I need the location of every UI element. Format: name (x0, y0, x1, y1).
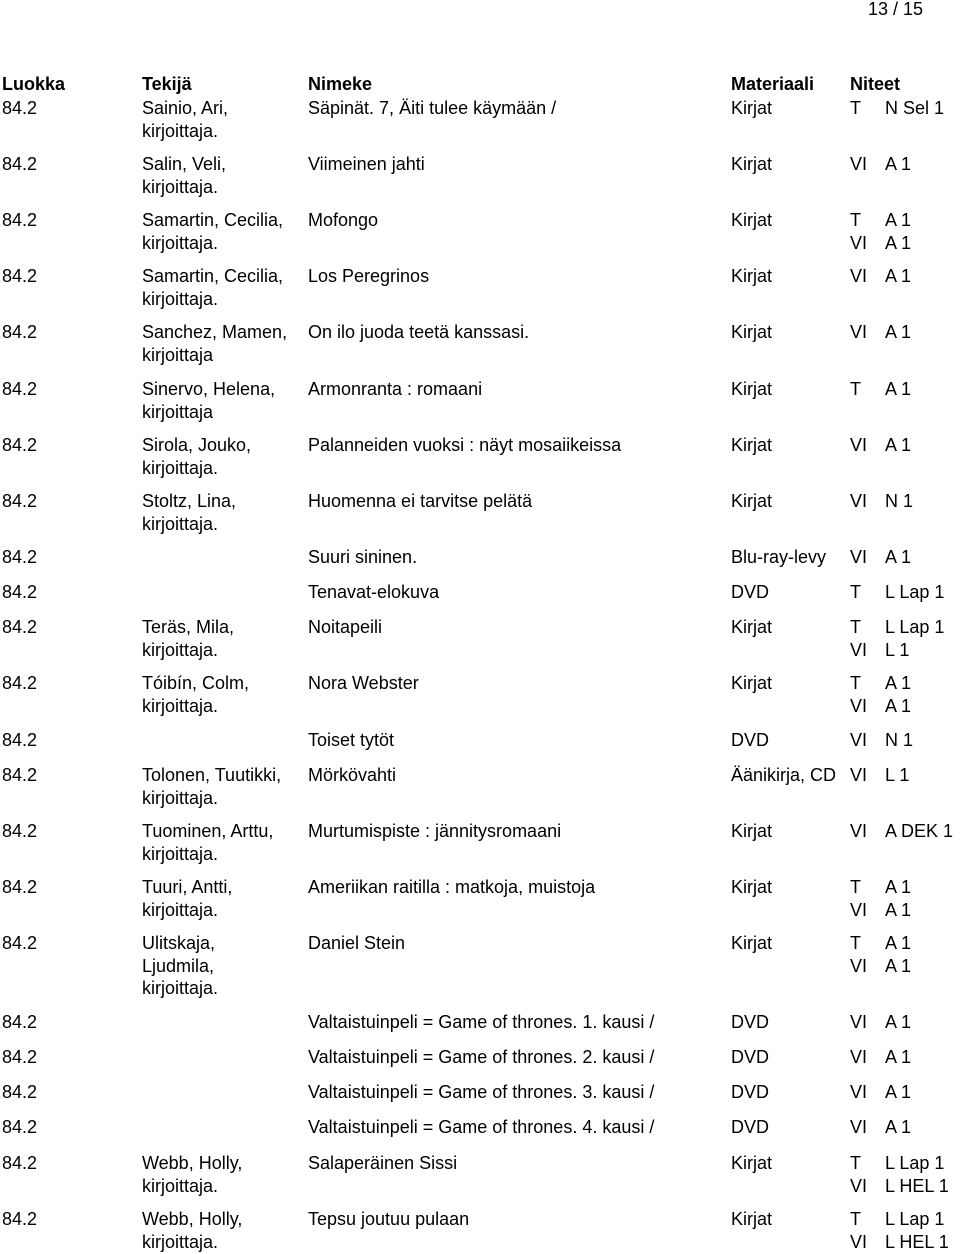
cell-niteet-osasto (850, 1208, 867, 1253)
cell-nimeke: Toiset tytöt (308, 730, 395, 750)
cell-materiaali: Kirjat (731, 673, 773, 693)
cell-niteet-osasto-line: T (850, 933, 861, 953)
cell-niteet-tila (885, 490, 913, 513)
cell-tekija-line: Webb, Holly, (142, 1153, 243, 1173)
cell-materiaali: DVD (731, 1012, 770, 1032)
cell-niteet-tila (885, 1208, 949, 1253)
cell-niteet-tila (885, 1116, 911, 1139)
cell-materiaali: Kirjat (731, 821, 773, 841)
cell-niteet-osasto-line: T (850, 1209, 861, 1229)
cell-niteet-tila (885, 729, 913, 752)
cell-niteet-tila-line: N 1 (885, 491, 914, 511)
cell-niteet-osasto-line: VI (850, 955, 868, 976)
cell-tekija-line: kirjoittaja. (142, 120, 219, 141)
cell-tekija-line: Sanchez, Mamen, (142, 322, 288, 342)
cell-niteet-tila-line: A 1 (885, 210, 912, 230)
cell-materiaali: DVD (731, 1117, 770, 1137)
cell-materiaali: Kirjat (731, 154, 773, 174)
cell-tekija (142, 209, 283, 254)
cell-niteet-osasto (850, 1116, 867, 1139)
cell-materiaali: Kirjat (731, 933, 773, 953)
cell-nimeke: On ilo juoda teetä kanssasi. (308, 322, 530, 342)
cell-nimeke: Armonranta : romaani (308, 379, 483, 399)
cell-luokka: 84.2 (2, 435, 38, 455)
cell-niteet-osasto (850, 820, 867, 843)
cell-luokka: 84.2 (2, 379, 38, 399)
cell-niteet-osasto (850, 1046, 867, 1069)
cell-tekija-line: Sinervo, Helena, (142, 379, 276, 399)
cell-tekija-line: kirjoittaja. (142, 513, 219, 534)
cell-tekija (142, 820, 273, 865)
cell-tekija-line: Sainio, Ari, (142, 98, 229, 118)
cell-tekija (142, 490, 236, 535)
cell-niteet-tila (885, 265, 911, 288)
cell-tekija-line: kirjoittaja. (142, 639, 219, 660)
cell-niteet-osasto-line: T (850, 877, 861, 897)
cell-materiaali: DVD (731, 730, 770, 750)
cell-niteet-osasto-line: T (850, 582, 861, 602)
cell-nimeke: Salaperäinen Sissi (308, 1153, 458, 1173)
cell-tekija (142, 378, 275, 423)
cell-niteet-tila-line: A 1 (885, 1117, 912, 1137)
cell-tekija-line: Ulitskaja, (142, 933, 216, 953)
cell-luokka: 84.2 (2, 1047, 38, 1067)
cell-niteet-osasto (850, 209, 867, 254)
cell-nimeke: Tenavat-elokuva (308, 582, 440, 602)
cell-luokka: 84.2 (2, 154, 38, 174)
cell-niteet-tila (885, 932, 911, 977)
cell-niteet-tila-line: L Lap 1 (885, 1209, 945, 1229)
cell-niteet-osasto-line: VI (850, 232, 868, 253)
cell-tekija (142, 672, 249, 717)
cell-luokka: 84.2 (2, 673, 38, 693)
cell-niteet-tila-line: N Sel 1 (885, 98, 945, 118)
cell-niteet-osasto-line: VI (850, 491, 868, 511)
cell-niteet-osasto (850, 672, 867, 717)
cell-niteet-osasto-line: T (850, 379, 861, 399)
cell-niteet-tila-line: A 1 (885, 379, 912, 399)
cell-niteet-tila (885, 616, 944, 661)
cell-niteet-osasto (850, 876, 867, 921)
cell-nimeke: Ameriikan raitilla : matkoja, muistoja (308, 877, 596, 897)
table-header (0, 73, 960, 93)
cell-luokka: 84.2 (2, 210, 38, 230)
cell-tekija-line: Samartin, Cecilia, (142, 210, 284, 230)
cell-nimeke: Huomenna ei tarvitse pelätä (308, 491, 533, 511)
cell-niteet-osasto (850, 1152, 867, 1197)
header-luokka: Luokka (2, 74, 66, 94)
cell-niteet-osasto (850, 546, 867, 569)
cell-niteet-tila (885, 434, 911, 457)
cell-niteet-osasto (850, 729, 867, 752)
cell-tekija-line: kirjoittaja. (142, 232, 219, 253)
cell-niteet-osasto-line: VI (850, 1117, 868, 1137)
cell-materiaali: Kirjat (731, 435, 773, 455)
cell-tekija-line: kirjoittaja. (142, 899, 219, 920)
cell-niteet-osasto-line: VI (850, 322, 868, 342)
cell-nimeke: Viimeinen jahti (308, 154, 425, 174)
cell-tekija-line: Ljudmila, (142, 955, 215, 976)
cell-materiaali: Kirjat (731, 210, 773, 230)
cell-luokka: 84.2 (2, 547, 38, 567)
cell-luokka: 84.2 (2, 582, 38, 602)
cell-tekija (142, 616, 234, 661)
cell-tekija-line: kirjoittaja. (142, 787, 219, 808)
cell-niteet-osasto-line: VI (850, 435, 868, 455)
cell-niteet-osasto-line: VI (850, 695, 868, 716)
cell-niteet-tila-line: A 1 (885, 322, 912, 342)
cell-niteet-tila-line: L Lap 1 (885, 617, 945, 637)
cell-niteet-tila-line: L Lap 1 (885, 1153, 945, 1173)
header-niteet: Niteet (850, 74, 901, 94)
cell-niteet-tila (885, 97, 944, 120)
cell-materiaali: Kirjat (731, 1209, 773, 1229)
cell-niteet-tila-line: A 1 (885, 899, 912, 920)
cell-luokka: 84.2 (2, 1082, 38, 1102)
cell-niteet-tila (885, 581, 944, 604)
cell-niteet-tila (885, 820, 953, 843)
cell-materiaali: DVD (731, 1082, 770, 1102)
cell-tekija-line: kirjoittaja. (142, 288, 219, 309)
cell-materiaali: DVD (731, 1047, 770, 1067)
cell-niteet-osasto-line: VI (850, 639, 868, 660)
cell-niteet-tila (885, 209, 911, 254)
cell-materiaali: Kirjat (731, 379, 773, 399)
cell-niteet-tila (885, 1046, 911, 1069)
cell-tekija (142, 1208, 242, 1253)
cell-tekija-line: kirjoittaja. (142, 1231, 219, 1252)
cell-niteet-osasto (850, 581, 861, 604)
cell-tekija-line: Samartin, Cecilia, (142, 266, 284, 286)
cell-nimeke: Noitapeili (308, 617, 383, 637)
cell-niteet-osasto (850, 153, 867, 176)
cell-niteet-osasto (850, 1081, 867, 1104)
cell-nimeke: Valtaistuinpeli = Game of thrones. 2. kausi / (308, 1047, 655, 1067)
cell-tekija-line: kirjoittaja. (142, 695, 219, 716)
cell-niteet-osasto-line: VI (850, 547, 868, 567)
cell-tekija-line: kirjoittaja. (142, 1175, 219, 1196)
cell-materiaali: Kirjat (731, 877, 773, 897)
cell-niteet-tila-line: L HEL 1 (885, 1175, 949, 1196)
cell-niteet-osasto-line: VI (850, 730, 868, 750)
cell-tekija (142, 932, 218, 1000)
cell-nimeke: Säpinät. 7, Äiti tulee käymään / (308, 98, 557, 118)
cell-niteet-osasto-line: VI (850, 1082, 868, 1102)
cell-niteet-osasto (850, 764, 867, 787)
cell-niteet-tila-line: A 1 (885, 955, 912, 976)
cell-tekija-line: kirjoittaja (142, 344, 214, 365)
cell-niteet-osasto-line: VI (850, 899, 868, 920)
cell-niteet-tila (885, 378, 911, 401)
cell-nimeke: Murtumispiste : jännitysromaani (308, 821, 562, 841)
cell-niteet-tila-line: A DEK 1 (885, 821, 954, 841)
cell-niteet-osasto-line: VI (850, 1012, 868, 1032)
cell-niteet-osasto (850, 1011, 867, 1034)
cell-niteet-osasto-line: VI (850, 765, 868, 785)
cell-niteet-tila-line: A 1 (885, 154, 912, 174)
cell-niteet-tila (885, 1152, 949, 1197)
cell-niteet-tila-line: L Lap 1 (885, 582, 945, 602)
cell-nimeke: Palanneiden vuoksi : näyt mosaiikeissa (308, 435, 622, 455)
cell-tekija (142, 876, 232, 921)
cell-niteet-tila (885, 546, 911, 569)
cell-tekija (142, 97, 228, 142)
cell-niteet-osasto-line: VI (850, 266, 868, 286)
cell-luokka: 84.2 (2, 266, 38, 286)
header-tekija: Tekijä (142, 74, 192, 94)
cell-materiaali: Kirjat (731, 491, 773, 511)
cell-tekija-line: kirjoittaja (142, 401, 214, 422)
cell-tekija-line: Tuominen, Arttu, (142, 821, 274, 841)
cell-materiaali: Kirjat (731, 1153, 773, 1173)
cell-niteet-osasto-line: T (850, 98, 861, 118)
cell-niteet-osasto (850, 321, 867, 344)
cell-luokka: 84.2 (2, 1012, 38, 1032)
cell-luokka: 84.2 (2, 1117, 38, 1137)
cell-niteet-osasto (850, 378, 861, 401)
cell-tekija (142, 434, 251, 479)
cell-luokka: 84.2 (2, 765, 38, 785)
cell-nimeke: Suuri sininen. (308, 547, 418, 567)
cell-niteet-tila-line: L 1 (885, 765, 910, 785)
cell-niteet-tila (885, 764, 909, 787)
cell-luokka: 84.2 (2, 98, 38, 118)
cell-niteet-tila-line: A 1 (885, 1082, 912, 1102)
cell-niteet-osasto-line: VI (850, 154, 868, 174)
cell-luokka: 84.2 (2, 322, 38, 342)
cell-niteet-osasto-line: VI (850, 1047, 868, 1067)
cell-niteet-tila-line: A 1 (885, 266, 912, 286)
cell-tekija (142, 764, 281, 809)
cell-niteet-osasto-line: T (850, 210, 861, 230)
cell-tekija-line: kirjoittaja. (142, 176, 219, 197)
cell-tekija-line: Tuuri, Antti, (142, 877, 233, 897)
cell-luokka: 84.2 (2, 1153, 38, 1173)
cell-materiaali: Blu-ray-levy (731, 547, 827, 567)
cell-materiaali: Kirjat (731, 617, 773, 637)
cell-niteet-tila (885, 672, 911, 717)
cell-niteet-osasto (850, 265, 867, 288)
cell-nimeke: Valtaistuinpeli = Game of thrones. 4. kausi / (308, 1117, 655, 1137)
cell-niteet-osasto (850, 616, 867, 661)
cell-niteet-tila-line: A 1 (885, 933, 912, 953)
cell-nimeke: Valtaistuinpeli = Game of thrones. 3. kausi / (308, 1082, 655, 1102)
cell-niteet-osasto-line: T (850, 617, 861, 637)
cell-tekija-line: Webb, Holly, (142, 1209, 243, 1229)
cell-nimeke: Daniel Stein (308, 933, 406, 953)
cell-niteet-osasto-line: T (850, 1153, 861, 1173)
cell-niteet-tila-line: L HEL 1 (885, 1231, 949, 1252)
cell-niteet-tila-line: A 1 (885, 673, 912, 693)
cell-luokka: 84.2 (2, 1209, 38, 1229)
cell-nimeke: Los Peregrinos (308, 266, 430, 286)
cell-tekija (142, 1152, 242, 1197)
cell-niteet-tila-line: A 1 (885, 1047, 912, 1067)
cell-luokka: 84.2 (2, 821, 38, 841)
cell-niteet-tila-line: A 1 (885, 695, 912, 716)
cell-materiaali: DVD (731, 582, 770, 602)
cell-luokka: 84.2 (2, 730, 38, 750)
cell-niteet-osasto-line: VI (850, 1175, 868, 1196)
cell-tekija (142, 153, 226, 198)
cell-tekija-line: Teräs, Mila, (142, 617, 235, 637)
cell-materiaali: Äänikirja, CD (731, 765, 837, 785)
cell-niteet-osasto-line: VI (850, 821, 868, 841)
cell-tekija-line: kirjoittaja. (142, 843, 219, 864)
cell-niteet-tila (885, 321, 911, 344)
cell-niteet-osasto (850, 490, 867, 513)
cell-niteet-tila (885, 153, 911, 176)
cell-luokka: 84.2 (2, 933, 38, 953)
cell-luokka: 84.2 (2, 617, 38, 637)
cell-nimeke: Mofongo (308, 210, 379, 230)
cell-niteet-tila-line: A 1 (885, 435, 912, 455)
cell-tekija-line: Sirola, Jouko, (142, 435, 252, 455)
cell-nimeke: Mörkövahti (308, 765, 397, 785)
cell-materiaali: Kirjat (731, 98, 773, 118)
cell-materiaali: Kirjat (731, 266, 773, 286)
cell-niteet-tila (885, 1011, 911, 1034)
cell-niteet-tila-line: A 1 (885, 232, 912, 253)
cell-niteet-osasto (850, 932, 867, 977)
cell-tekija-line: kirjoittaja. (142, 978, 219, 998)
cell-niteet-osasto (850, 97, 861, 120)
cell-tekija-line: kirjoittaja. (142, 457, 219, 478)
cell-niteet-osasto (850, 434, 867, 457)
cell-luokka: 84.2 (2, 877, 38, 897)
cell-nimeke: Tepsu joutuu pulaan (308, 1209, 470, 1229)
cell-niteet-tila-line: A 1 (885, 1012, 912, 1032)
cell-niteet-tila-line: N 1 (885, 730, 914, 750)
cell-nimeke: Valtaistuinpeli = Game of thrones. 1. kausi / (308, 1012, 655, 1032)
cell-niteet-tila-line: A 1 (885, 547, 912, 567)
cell-niteet-osasto-line: T (850, 673, 861, 693)
page-number: 13 / 15 (867, 0, 923, 19)
cell-niteet-tila (885, 1081, 911, 1104)
cell-tekija-line: Salin, Veli, (142, 154, 227, 174)
header-nimeke: Nimeke (308, 74, 373, 94)
cell-tekija (142, 265, 283, 310)
cell-luokka: 84.2 (2, 491, 38, 511)
cell-tekija (142, 321, 287, 366)
cell-niteet-tila-line: L 1 (885, 639, 910, 660)
cell-materiaali: Kirjat (731, 322, 773, 342)
cell-tekija-line: Stoltz, Lina, (142, 491, 237, 511)
header-materiaali: Materiaali (731, 74, 815, 94)
cell-tekija-line: Tóibín, Colm, (142, 673, 250, 693)
cell-nimeke: Nora Webster (308, 673, 419, 693)
cell-niteet-osasto-line: VI (850, 1231, 868, 1252)
cell-tekija-line: Tolonen, Tuutikki, (142, 765, 282, 785)
cell-niteet-tila (885, 876, 911, 921)
cell-niteet-tila-line: A 1 (885, 877, 912, 897)
